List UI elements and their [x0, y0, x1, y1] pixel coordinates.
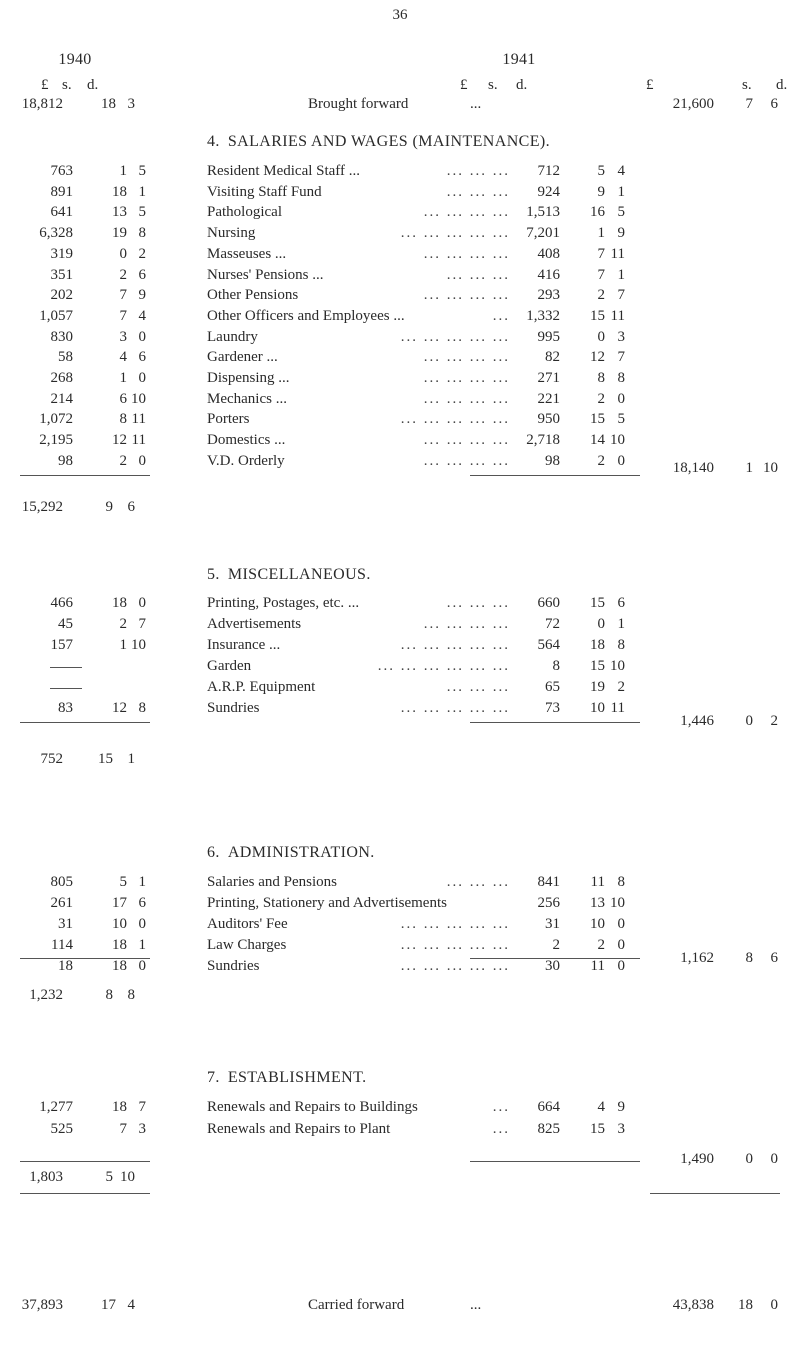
curr-amount-pounds: 65: [545, 678, 560, 695]
section-heading: [207, 134, 550, 150]
leader-dots: ... ... ... ...: [423, 616, 510, 632]
brought-forward-dots: ...: [470, 96, 482, 112]
curr-amount-pence: 8: [617, 636, 625, 653]
prev-amount-shillings: 10: [112, 915, 127, 932]
col-shillings-total: s.: [742, 77, 752, 93]
prev-amount-shillings: 12: [112, 432, 127, 449]
section-total-rule: [470, 722, 640, 723]
line-item-label: Mechanics ...: [207, 390, 287, 407]
line-item-label: Other Pensions: [207, 287, 299, 304]
curr-amount-pounds: 7,201: [526, 225, 560, 242]
line-item-label: Resident Medical Staff ...: [207, 163, 361, 179]
section-title: SALARIES AND WAGES (MAINTENANCE).: [227, 133, 551, 150]
section-total-pence: 2: [770, 713, 778, 729]
leader-dots: ...: [492, 1100, 510, 1115]
leader-dots: ... ... ... ... ...: [400, 329, 510, 345]
curr-amount-shillings: 1: [597, 225, 605, 242]
curr-amount-pence: 9: [617, 225, 625, 242]
curr-amount-pence: 8: [617, 370, 625, 386]
prev-amount-pence: 11: [131, 411, 146, 428]
prev-amount-shillings: 3: [119, 328, 127, 345]
prev-amount-pounds: 466: [50, 595, 73, 611]
curr-amount-pounds: 293: [537, 287, 560, 304]
line-item-label: Insurance ...: [207, 636, 281, 653]
prev-amount-pence: 6: [138, 894, 146, 911]
line-item-label: Visiting Staff Fund: [207, 183, 322, 200]
curr-amount-pence: 9: [617, 1099, 625, 1115]
curr-amount-pounds: 416: [537, 266, 560, 283]
prev-amount-shillings: 0: [119, 245, 127, 262]
section-total-shillings: 0: [745, 1151, 753, 1167]
prev-amount-pounds: 18: [58, 957, 73, 974]
curr-amount-pounds: 660: [537, 595, 560, 611]
prev-amount-shillings: 1: [119, 163, 127, 179]
brought-forward-total-shillings: 7: [745, 96, 753, 112]
leader-dots: ... ... ... ... ... ...: [377, 658, 510, 674]
prev-amount-pence: 7: [138, 615, 146, 632]
section-total-pence: 6: [770, 950, 778, 966]
prev-amount-pounds: 98: [58, 452, 73, 469]
prev-amount-pence: 0: [138, 915, 146, 932]
curr-amount-shillings: 0: [597, 328, 605, 345]
prev-amount-shillings: 13: [112, 204, 127, 221]
curr-amount-pounds: 98: [545, 452, 560, 469]
section-number: 7.: [207, 1069, 220, 1086]
curr-amount-pence: 3: [617, 328, 625, 345]
curr-amount-pence: 11: [610, 307, 625, 324]
prev-amount-pounds: 83: [58, 699, 73, 716]
leader-dots: ... ... ... ... ...: [400, 916, 510, 932]
carried-forward-dots: ...: [470, 1297, 482, 1313]
curr-amount-pounds: 2,718: [526, 432, 560, 449]
prev-amount-pounds: 261: [50, 894, 73, 911]
curr-amount-pounds: 8: [552, 657, 560, 674]
leader-dots: ... ... ... ... ...: [400, 226, 510, 242]
curr-amount-pounds: 924: [537, 183, 560, 200]
curr-amount-pounds: 825: [537, 1121, 560, 1137]
prev-total-shillings: 5: [105, 1169, 113, 1185]
line-item-label: Sundries: [207, 957, 260, 974]
line-item-label: Auditors' Fee: [207, 915, 288, 932]
section-total-shillings: 0: [745, 713, 753, 729]
carried-forward-total-pence: 0: [770, 1297, 778, 1313]
prev-amount-pence: 0: [138, 452, 146, 469]
prev-amount-pence: 2: [138, 245, 146, 262]
carried-forward-label: Carried forward: [308, 1297, 405, 1313]
curr-amount-pence: 4: [617, 163, 625, 179]
col-pence-total: d.: [776, 77, 788, 93]
brought-forward-label: Brought forward: [308, 96, 409, 112]
page-number: 36: [392, 7, 408, 23]
line-item-label: Salaries and Pensions: [207, 874, 337, 890]
curr-amount-pence: 0: [617, 915, 625, 932]
line-item-label: Nurses' Pensions ...: [207, 266, 324, 283]
line-item-label: Printing, Postages, etc. ...: [207, 595, 360, 611]
curr-amount-shillings: 8: [597, 370, 605, 386]
prev-amount-shillings: 2: [119, 266, 127, 283]
curr-amount-pence: 0: [617, 957, 625, 974]
curr-amount-pounds: 841: [537, 874, 560, 890]
prev-total-pounds: 15,292: [21, 499, 63, 515]
curr-amount-pence: 5: [617, 204, 625, 221]
prev-amount-pence: 7: [138, 1099, 146, 1115]
curr-amount-pounds: 256: [537, 894, 560, 911]
curr-amount-pence: 7: [617, 349, 625, 366]
curr-amount-shillings: 10: [590, 915, 605, 932]
curr-amount-shillings: 11: [590, 957, 605, 974]
line-item-label: Dispensing ...: [207, 370, 290, 386]
prev-amount-pounds: 805: [50, 874, 73, 890]
curr-amount-shillings: 14: [590, 432, 605, 449]
line-item-label: A.R.P. Equipment: [207, 678, 316, 695]
section-number: 6.: [207, 844, 220, 861]
section-total-rule: [470, 1161, 640, 1162]
prev-amount-pence: 1: [138, 183, 146, 200]
curr-amount-shillings: 2: [597, 936, 605, 953]
prev-amount-shillings: 8: [119, 411, 127, 428]
prev-amount-shillings: 2: [119, 452, 127, 469]
prev-total-shillings: 8: [105, 987, 113, 1003]
prev-amount-pence: 5: [138, 204, 146, 221]
section-number: 4.: [207, 133, 220, 150]
curr-amount-shillings: 7: [597, 266, 605, 283]
brought-forward-prev-shillings: 18: [101, 96, 116, 112]
carried-forward-total-shillings: 18: [738, 1297, 753, 1313]
curr-amount-pounds: 564: [537, 636, 560, 653]
section-title: ESTABLISHMENT.: [227, 1069, 367, 1086]
line-item-label: V.D. Orderly: [207, 452, 285, 469]
prev-amount-pounds: 891: [50, 183, 73, 200]
curr-amount-pounds: 271: [537, 370, 560, 386]
curr-amount-pounds: 30: [545, 957, 560, 974]
curr-amount-shillings: 2: [597, 390, 605, 407]
curr-amount-pence: 3: [617, 1121, 625, 1137]
line-item-label: Renewals and Repairs to Buildings: [207, 1099, 418, 1115]
curr-amount-pounds: 2: [552, 936, 560, 953]
curr-amount-pounds: 408: [537, 245, 560, 262]
leader-dots: ... ... ...: [446, 596, 510, 611]
line-item-label: Garden: [207, 657, 252, 674]
prev-total-pence: 1: [127, 751, 135, 767]
prev-amount-pounds: 830: [50, 328, 73, 345]
curr-amount-pence: 10: [610, 657, 625, 674]
prev-amount-pence: 4: [138, 307, 146, 324]
leader-dots: ... ... ...: [446, 267, 510, 283]
curr-amount-pence: 7: [617, 287, 625, 304]
curr-amount-shillings: 5: [597, 163, 605, 179]
line-item-label: Domestics ...: [207, 432, 286, 449]
curr-amount-pence: 2: [617, 678, 625, 695]
curr-amount-shillings: 18: [590, 636, 605, 653]
curr-amount-pounds: 73: [545, 699, 560, 716]
prev-amount-dash: [50, 688, 82, 689]
curr-amount-pounds: 1,332: [526, 307, 560, 324]
leader-dots: ... ... ... ...: [423, 433, 510, 449]
brought-forward-total-pence: 6: [770, 96, 778, 112]
curr-amount-pounds: 82: [545, 349, 560, 366]
prev-amount-pounds: 157: [50, 636, 73, 653]
curr-amount-pence: 0: [617, 452, 625, 469]
prev-amount-pence: 3: [138, 1121, 146, 1137]
prev-amount-shillings: 18: [112, 957, 127, 974]
prev-amount-pounds: 641: [50, 204, 73, 221]
curr-amount-shillings: 11: [590, 874, 605, 890]
col-pounds-curr: £: [460, 77, 468, 93]
section-total-rule: [470, 475, 640, 476]
leader-dots: ... ... ... ...: [423, 391, 510, 407]
prev-amount-pounds: 214: [50, 390, 73, 407]
line-item-label: Masseuses ...: [207, 245, 287, 262]
prev-amount-shillings: 5: [119, 874, 127, 890]
prev-amount-pounds: 114: [51, 936, 73, 953]
curr-amount-shillings: 10: [590, 699, 605, 716]
prev-amount-pence: 6: [138, 349, 146, 366]
prev-final-rule: [20, 1193, 150, 1194]
section-total-pence: 0: [770, 1151, 778, 1167]
line-item-label: Law Charges: [207, 936, 287, 953]
prev-amount-shillings: 17: [112, 894, 127, 911]
prev-amount-pence: 10: [131, 636, 146, 653]
leader-dots: ... ... ...: [446, 875, 510, 890]
section-total-pence: 10: [763, 460, 778, 476]
prev-amount-pounds: 525: [50, 1121, 73, 1137]
brought-forward-prev-pence: 3: [127, 96, 135, 112]
prev-total-pence: 8: [127, 987, 135, 1003]
prev-amount-shillings: 1: [119, 636, 127, 653]
prev-total-rule: [20, 475, 150, 476]
prev-amount-pence: 8: [138, 699, 146, 716]
prev-amount-pence: 0: [138, 370, 146, 386]
prev-total-pounds: 752: [40, 751, 63, 767]
prev-total-pounds: 1,232: [29, 987, 63, 1003]
prev-total-shillings: 15: [98, 751, 113, 767]
section-total-pounds: 1,162: [680, 950, 714, 966]
curr-amount-pounds: 664: [537, 1099, 560, 1115]
carried-forward-prev-shillings: 17: [101, 1297, 116, 1313]
section-title: MISCELLANEOUS.: [227, 566, 371, 583]
section-heading: [207, 1070, 367, 1086]
section-heading: [207, 567, 371, 583]
section-total-pounds: 1,490: [680, 1151, 714, 1167]
prev-total-pence: 10: [120, 1169, 135, 1185]
prev-amount-pounds: 763: [50, 163, 73, 179]
line-item-label: Pathological: [207, 204, 282, 221]
leader-dots: ... ... ... ... ...: [400, 937, 510, 953]
curr-amount-pounds: 221: [537, 390, 560, 407]
curr-amount-shillings: 2: [597, 287, 605, 304]
total-final-rule: [650, 1193, 780, 1194]
prev-amount-pounds: 6,328: [39, 225, 73, 242]
prev-amount-shillings: 12: [112, 699, 127, 716]
prev-amount-pence: 0: [138, 957, 146, 974]
curr-amount-pounds: 950: [537, 411, 560, 428]
prev-amount-pence: 8: [138, 225, 146, 242]
prev-amount-shillings: 18: [112, 595, 127, 611]
curr-amount-shillings: 15: [590, 1121, 605, 1137]
prev-amount-shillings: 1: [119, 370, 127, 386]
leader-dots: ...: [492, 308, 510, 324]
prev-amount-shillings: 4: [119, 349, 127, 366]
prev-amount-shillings: 18: [112, 936, 127, 953]
leader-dots: ... ... ... ...: [423, 288, 510, 304]
section-total-shillings: 1: [745, 460, 753, 476]
col-pounds-total: £: [646, 77, 654, 93]
curr-amount-shillings: 15: [590, 307, 605, 324]
carried-forward-total-pounds: 43,838: [672, 1297, 714, 1313]
prev-amount-pounds: 319: [50, 245, 73, 262]
curr-amount-shillings: 15: [590, 595, 605, 611]
prev-amount-pence: 11: [131, 432, 146, 449]
prev-amount-pounds: 45: [58, 615, 73, 632]
line-item-label: Printing, Stationery and Advertisements: [207, 894, 447, 911]
curr-amount-pence: 10: [610, 432, 625, 449]
carried-forward-prev-pence: 4: [127, 1297, 135, 1313]
col-pence-prev: d.: [87, 77, 99, 93]
brought-forward-total-pounds: 21,600: [672, 96, 714, 112]
curr-amount-shillings: 0: [597, 615, 605, 632]
prev-amount-shillings: 18: [112, 1099, 127, 1115]
curr-amount-shillings: 16: [590, 204, 605, 221]
prev-amount-pence: 0: [138, 328, 146, 345]
prev-amount-shillings: 6: [119, 390, 127, 407]
curr-amount-pence: 1: [617, 615, 625, 632]
leader-dots: ...: [492, 1122, 510, 1137]
prev-total-rule: [20, 1161, 150, 1162]
curr-amount-shillings: 4: [597, 1099, 605, 1115]
leader-dots: ... ... ... ...: [423, 350, 510, 366]
line-item-label: Porters: [207, 411, 250, 428]
curr-amount-shillings: 2: [597, 452, 605, 469]
curr-amount-pence: 0: [617, 390, 625, 407]
prev-amount-pence: 10: [131, 390, 146, 407]
section-number: 5.: [207, 566, 220, 583]
curr-amount-shillings: 15: [590, 411, 605, 428]
line-item-label: Nursing: [207, 225, 256, 242]
curr-amount-shillings: 19: [590, 678, 605, 695]
curr-amount-pounds: 72: [545, 615, 560, 632]
col-pence-curr: d.: [516, 77, 528, 93]
section-title: ADMINISTRATION.: [227, 844, 375, 861]
leader-dots: ... ... ... ...: [423, 453, 510, 469]
prev-amount-pence: 5: [138, 163, 146, 179]
section-total-shillings: 8: [745, 950, 753, 966]
prev-amount-pence: 9: [138, 287, 146, 304]
line-item-label: Renewals and Repairs to Plant: [207, 1121, 391, 1137]
prev-total-rule: [20, 958, 150, 959]
leader-dots: ... ... ... ... ...: [400, 958, 510, 974]
curr-amount-pence: 11: [610, 245, 625, 262]
prev-amount-pence: 0: [138, 595, 146, 611]
prev-amount-pounds: 268: [50, 370, 73, 386]
curr-amount-shillings: 9: [597, 183, 605, 200]
curr-amount-pence: 8: [617, 874, 625, 890]
line-item-label: Sundries: [207, 699, 260, 716]
prev-amount-pence: 6: [138, 266, 146, 283]
curr-amount-pounds: 31: [545, 915, 560, 932]
prev-total-rule: [20, 722, 150, 723]
leader-dots: ... ... ... ...: [423, 205, 510, 221]
line-item-label: Gardener ...: [207, 349, 278, 366]
curr-amount-pence: 0: [617, 936, 625, 953]
leader-dots: ... ... ...: [446, 184, 510, 200]
curr-amount-shillings: 12: [590, 349, 605, 366]
year-1941-heading: 1941: [502, 51, 536, 68]
prev-amount-pounds: 2,195: [39, 432, 73, 449]
col-shillings-curr: s.: [488, 77, 498, 93]
prev-amount-shillings: 18: [112, 183, 127, 200]
prev-total-pounds: 1,803: [29, 1169, 63, 1185]
prev-amount-pounds: 1,057: [39, 307, 73, 324]
leader-dots: ... ... ...: [446, 164, 510, 179]
section-heading: [207, 845, 375, 861]
prev-amount-shillings: 7: [119, 1121, 127, 1137]
leader-dots: ... ... ... ... ...: [400, 412, 510, 428]
leader-dots: ... ... ... ...: [423, 371, 510, 386]
prev-total-shillings: 9: [105, 499, 113, 515]
curr-amount-pounds: 712: [537, 163, 560, 179]
carried-forward-prev-pounds: 37,893: [21, 1297, 63, 1313]
line-item-label: Other Officers and Employees ...: [207, 307, 405, 324]
leader-dots: ... ... ... ... ...: [400, 700, 510, 716]
prev-amount-shillings: 7: [119, 287, 127, 304]
curr-amount-pence: 11: [610, 699, 625, 716]
line-item-label: Laundry: [207, 328, 258, 345]
year-1940-heading: 1940: [58, 51, 92, 68]
prev-amount-pounds: 202: [50, 287, 73, 304]
prev-total-pence: 6: [127, 499, 135, 515]
prev-amount-pounds: 58: [58, 349, 73, 366]
prev-amount-dash: [50, 667, 82, 668]
curr-amount-shillings: 13: [590, 894, 605, 911]
section-total-pounds: 1,446: [680, 713, 714, 729]
curr-amount-pence: 6: [617, 595, 625, 611]
prev-amount-shillings: 19: [112, 225, 127, 242]
leader-dots: ... ... ... ... ...: [400, 637, 510, 653]
curr-amount-pence: 10: [610, 894, 625, 911]
curr-amount-shillings: 15: [590, 657, 605, 674]
curr-amount-pence: 5: [617, 411, 625, 428]
line-item-label: Advertisements: [207, 615, 302, 632]
section-total-pounds: 18,140: [672, 460, 714, 476]
curr-amount-pence: 1: [617, 266, 625, 283]
prev-amount-pence: 1: [138, 936, 146, 953]
prev-amount-pounds: 1,277: [39, 1099, 73, 1115]
col-pounds-prev: £: [41, 77, 49, 93]
prev-amount-pounds: 31: [58, 915, 73, 932]
leader-dots: ... ... ... ...: [423, 246, 510, 262]
section-total-rule: [470, 958, 640, 959]
leader-dots: ... ... ...: [446, 679, 510, 695]
col-shillings-prev: s.: [62, 77, 72, 93]
curr-amount-pence: 1: [617, 183, 625, 200]
prev-amount-pence: 1: [138, 874, 146, 890]
curr-amount-shillings: 7: [597, 245, 605, 262]
prev-amount-pounds: 1,072: [39, 411, 73, 428]
prev-amount-shillings: 2: [119, 615, 127, 632]
curr-amount-pounds: 995: [537, 328, 560, 345]
prev-amount-pounds: 351: [50, 266, 73, 283]
curr-amount-pounds: 1,513: [526, 204, 560, 221]
prev-amount-shillings: 7: [119, 307, 127, 324]
brought-forward-prev-pounds: 18,812: [21, 96, 63, 112]
